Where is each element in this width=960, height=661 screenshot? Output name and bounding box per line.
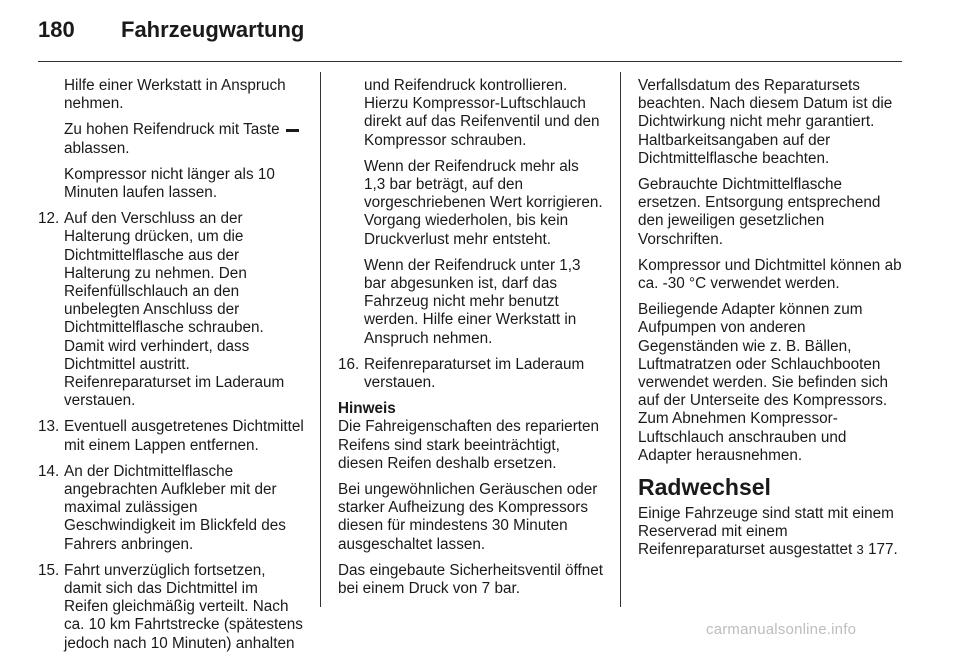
list-number: 14. (38, 462, 60, 480)
paragraph: Verfallsdatum des Reparatursets beachten. Nach diesem Datum ist die Dichtwirkung nicht mehr garantiert. Haltbarkeitsangaben auf der Dichtmittelflasche beachten. (638, 77, 893, 167)
list-number: 15. (38, 561, 60, 579)
paragraph: Beiliegende Adapter können zum Aufpumpen von anderen Gegenständen wie z. B. Bällen, Luftmatratzen oder Schlauchbooten verwendet werden. Sie befinden sich auf der Unterseite des Kompressors. Zum Abnehmen Kompressor-Luftschlauch anschrauben und Adapter herausnehmen. (638, 301, 889, 464)
section-heading: Radwechsel (638, 474, 771, 501)
watermark: carmanualsonline.info (706, 621, 857, 638)
note-paragraph: Bei ungewöhnlichen Geräuschen oder starker Aufheizung des Kompressors diesen für mindestens 30 Minuten ausgeschaltet lassen. (338, 481, 598, 553)
paragraph-text: Zu hohen Reifendruck mit Taste (64, 121, 280, 139)
note-paragraph: Das eingebaute Sicherheitsventil öffnet bei einem Druck von 7 bar. (338, 561, 604, 598)
page-number: 180 (38, 17, 75, 42)
page-header (0, 0, 960, 62)
list-number: 13. (38, 418, 60, 436)
section-paragraph (638, 505, 902, 560)
list-item (38, 418, 306, 454)
page-reference-icon: 3 (856, 542, 864, 558)
paragraph-text: Einige Fahrzeuge sind statt mit einem Reserverad mit einem Reifenreparaturset ausgestattet (638, 505, 894, 559)
header-rule (38, 61, 902, 62)
minus-button-icon (286, 129, 299, 132)
paragraph: Gebrauchte Dichtmittelflasche ersetzen. Entsorgung entsprechend den jeweiligen gesetzlichen Vorschriften. (638, 176, 881, 248)
list-item (338, 356, 604, 392)
list-number: 16. (338, 355, 360, 373)
column-divider (320, 72, 321, 607)
paragraph: und Reifendruck kontrollieren. Hierzu Kompressor-Luftschlauch direkt auf das Reifenventil und den Kompressor schrauben. (364, 77, 600, 149)
column-3 (638, 77, 902, 568)
page-reference[interactable]: 177. (868, 541, 898, 559)
list-text: Reifenreparaturset im Laderaum verstauen. (364, 355, 585, 392)
list-item (38, 210, 306, 410)
note-paragraph: Die Fahreigenschaften des reparierten Reifens sind stark beeinträchtigt, diesen Reifen deshalb ersetzen. (338, 418, 600, 472)
list-text: Fahrt unverzüglich fortsetzen, damit sich das Dichtmittel im Reifen gleichmäßig verteilt. Nach ca. 10 km Fahrtstrecke (spätestens jedoch nach 10 Minuten) anhalten (64, 561, 303, 652)
list-text: Auf den Verschluss an der Halterung drücken, um die Dichtmittelflasche aus der Halterung zu nehmen. Den Reifenfüllschlauch an den unbelegten Anschluss der Dichtmittelflasche schrauben. Damit wird verhindert, dass Dichtmittel austritt. Reifenreparaturset im Laderaum verstauen. (64, 210, 285, 410)
list-number: 12. (38, 210, 60, 228)
list-item (38, 562, 306, 653)
paragraph: Kompressor und Dichtmittel können ab ca. -30 °C verwendet werden. (638, 256, 902, 293)
paragraph-text: ablassen. (64, 139, 130, 157)
page-title: Fahrzeugwartung (121, 17, 305, 42)
paragraph: Kompressor nicht länger als 10 Minuten laufen lassen. (64, 165, 275, 202)
list-text: An der Dichtmittelflasche angebrachten Aufkleber mit der maximal zulässigen Geschwindigkeit im Blickfeld des Fahrers anbringen. (64, 462, 286, 553)
column-2 (338, 77, 604, 606)
paragraph (38, 121, 306, 157)
list-item (38, 463, 306, 554)
column-1 (38, 77, 306, 661)
list-text: Eventuell ausgetretenes Dichtmittel mit einem Lappen entfernen. (64, 418, 304, 454)
paragraph: Wenn der Reifendruck mehr als 1,3 bar beträgt, auf den vorgeschriebenen Wert korrigieren. Vorgang wiederholen, bis kein Druckverlust mehr entsteht. (364, 157, 603, 248)
paragraph: Wenn der Reifendruck unter 1,3 bar abgesunken ist, darf das Fahrzeug nicht mehr benutzt werden. Hilfe einer Werkstatt in Anspruch nehmen. (364, 256, 581, 347)
paragraph: Hilfe einer Werkstatt in Anspruch nehmen. (64, 77, 286, 113)
column-divider (620, 72, 621, 607)
note-heading: Hinweis (338, 400, 396, 418)
